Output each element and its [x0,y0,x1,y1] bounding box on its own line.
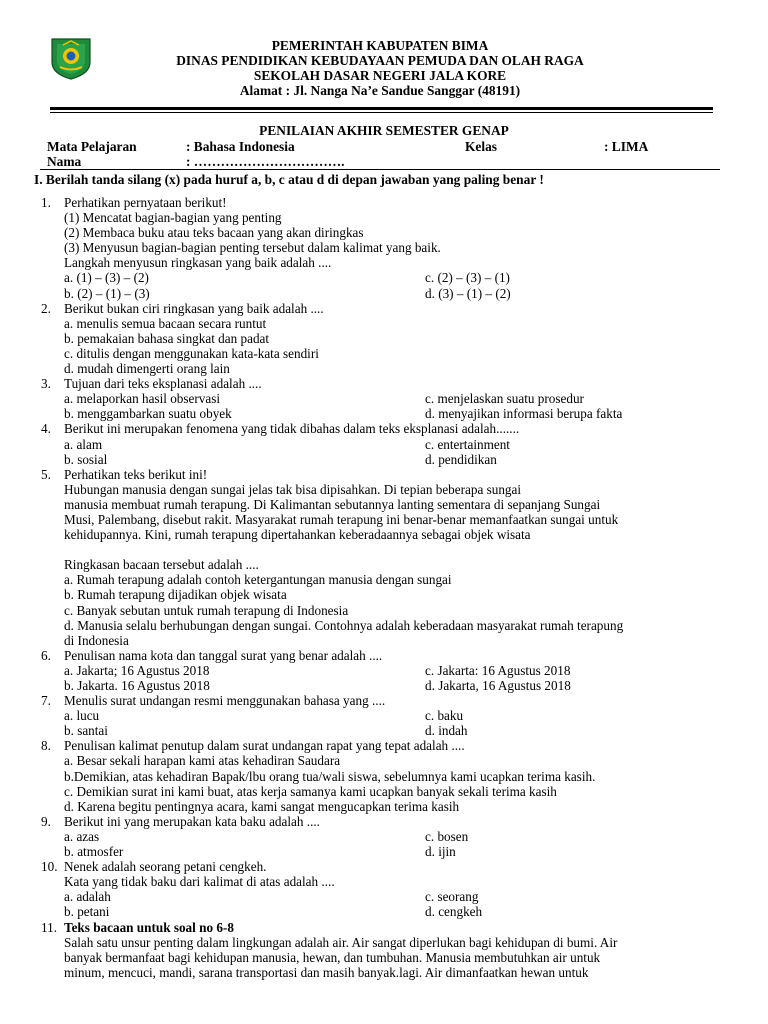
question-line [0,965,768,980]
question-text: (1) Mencatat bagian-bagian yang penting [64,210,282,226]
question-item [0,301,768,376]
question-text: c. ditulis dengan menggunakan kata-kata sendiri [64,345,319,361]
question-line [0,738,768,753]
subject-value: : Bahasa Indonesia [186,139,295,154]
question-line [0,950,768,965]
question-line [0,210,768,225]
question-line [0,678,768,693]
question-line [0,527,768,542]
question-line [0,859,768,874]
question-text: c. Demikian surat ini kami buat, atas kerja samanya kami ucapkan banyak sekali terima kasih [64,783,557,799]
question-line [0,482,768,497]
question-number: 8. [41,738,51,754]
question-line [0,844,768,859]
question-text: Tujuan dari teks eksplanasi adalah .... [64,376,262,392]
question-line [0,557,768,572]
question-line [0,920,768,935]
option-right: c. entertainment [425,436,510,452]
question-text: Ringkasan bacaan tersebut adalah .... [64,557,259,573]
question-text: b. petani [64,904,110,920]
question-line [0,889,768,904]
question-text: b. Rumah terapung dijadikan objek wisata [64,587,287,603]
question-item [0,195,768,301]
option-right: c. (2) – (3) – (1) [425,270,510,286]
question-text: b. Jakarta. 16 Agustus 2018 [64,678,210,693]
question-text: banyak bermanfaat bagi kehidupan manusia, hewan, dan tumbuhan. Manusia membutuhkan air untuk [64,949,601,965]
question-text: di Indonesia [64,632,129,648]
question-item [0,814,768,859]
question-text: Berikut ini merupakan fenomena yang tidak dibahas dalam teks eksplanasi adalah....... [64,421,520,437]
option-right: d. indah [425,723,468,739]
question-list [0,195,768,980]
question-number: 11. [41,919,57,935]
question-line [0,769,768,784]
question-line [0,316,768,331]
question-number: 7. [41,693,51,709]
question-text: b. (2) – (1) – (3) [64,285,150,301]
question-text: b. atmosfer [64,844,124,860]
question-text: a. Rumah terapung adalah contoh ketergantungan manusia dengan sungai [64,572,452,588]
letterhead-divider-thick [50,107,713,110]
letterhead-line-2: DINAS PENDIDIKAN KEBUDAYAAN PEMUDA DAN OLAH RAGA [176,53,584,68]
question-text: Kata yang tidak baku dari kalimat di atas adalah .... [64,874,335,890]
question-text: a. melaporkan hasil observasi [64,391,221,407]
subject-label: Mata Pelajaran [47,139,137,154]
question-line [0,753,768,768]
question-text: a. azas [64,828,100,844]
question-text: d. mudah dimengerti orang lain [64,361,230,377]
question-text: d. Karena begitu pentingnya acara, kami sangat mengucapkan terima kasih [64,798,460,814]
question-text: b. pemakaian bahasa singkat dan padat [64,330,270,346]
question-number: 3. [41,376,51,392]
question-number: 1. [41,195,51,210]
letterhead [100,38,660,98]
option-right: d. ijin [425,844,456,860]
question-text: Musi, Palembang, disebut rakit. Masyarakat rumah terapung ini benar-benar memanfaatkan sungai untuk [64,511,619,527]
question-line [0,603,768,618]
option-right: c. bosen [425,828,469,844]
option-right: d. (3) – (1) – (2) [425,285,511,301]
question-text: b. santai [64,723,108,739]
question-text: a. Jakarta; 16 Agustus 2018 [64,662,210,678]
question-line [0,452,768,467]
option-right: c. seorang [425,889,479,905]
question-line [0,648,768,663]
option-right: c. menjelaskan suatu prosedur [425,391,584,407]
question-text: Perhatikan teks berikut ini! [64,466,208,482]
question-line [0,663,768,678]
question-line [0,195,768,210]
question-line [0,346,768,361]
question-text: a. lucu [64,708,100,724]
letterhead-line-4: Alamat : Jl. Nanga Na’e Sandue Sanggar (48191) [239,83,521,98]
question-text: a. Besar sekali harapan kami atas kehadiran Saudara [64,753,341,769]
question-line [0,542,768,557]
question-text: Berikut ini yang merupakan kata baku adalah .... [64,813,320,829]
question-line [0,270,768,285]
question-text: b. sosial [64,451,108,467]
option-right: d. cengkeh [425,904,483,920]
question-line [0,255,768,270]
letterhead-line-3: SEKOLAH DASAR NEGERI JALA KORE [253,68,507,83]
question-text: Nenek adalah seorang petani cengkeh. [64,859,267,875]
instruction: I. Berilah tanda silang (x) pada huruf a, b, c atau d di depan jawaban yang paling benar ! [34,172,544,187]
name-value: : ……………………………. [186,154,345,169]
question-line [0,331,768,346]
question-text: (3) Menyusun bagian-bagian penting tersebut dalam kalimat yang baik. [64,240,441,256]
question-text: manusia membuat rumah terapung. Di Kalimantan sebutannya lanting sementara di sepanjang Sungai [64,496,601,512]
question-item [0,859,768,919]
question-text: a. menulis semua bacaan secara runtut [64,315,267,331]
question-item [0,467,768,648]
question-line [0,799,768,814]
question-line [0,391,768,406]
question-line [0,723,768,738]
question-text: Perhatikan pernyataan berikut! [64,195,227,210]
question-text: a. alam [64,436,103,452]
option-right: d. pendidikan [425,451,497,467]
question-item [0,376,768,421]
question-line [0,829,768,844]
question-text: Penulisan nama kota dan tanggal surat yang benar adalah .... [64,647,383,663]
name-label: Nama [47,154,82,169]
question-line [0,935,768,950]
class-label: Kelas [465,139,497,154]
question-item [0,693,768,738]
letterhead-divider-thin [50,112,713,113]
question-line [0,814,768,829]
question-item [0,648,768,693]
question-item [0,421,768,466]
question-number: 2. [41,300,51,316]
question-line [0,633,768,648]
question-text: Penulisan kalimat penutup dalam surat undangan rapat yang tepat adalah .... [64,738,465,754]
question-number: 6. [41,647,51,663]
question-text: Salah satu unsur penting dalam lingkungan adalah air. Air sangat diperlukan bagi kehidupan di bumi. Air [64,934,618,950]
question-line [0,572,768,587]
question-number: 4. [41,421,51,437]
question-text: kehidupannya. Kini, rumah terapung dipertahankan keberadaannya sebagai objek wisata [64,527,531,543]
question-line [0,240,768,255]
question-line [0,874,768,889]
question-line [0,437,768,452]
question-line [0,286,768,301]
question-text: (2) Membaca buku atau teks bacaan yang akan diringkas [64,225,364,241]
question-text: a. adalah [64,889,111,905]
question-text: Berikut bukan ciri ringkasan yang baik adalah .... [64,300,324,316]
question-text: Menulis surat undangan resmi menggunakan bahasa yang .... [64,693,386,709]
question-number: 9. [41,813,51,829]
question-line [0,301,768,316]
question-line [0,693,768,708]
question-line [0,587,768,602]
question-line [0,421,768,436]
question-text: Hubungan manusia dengan sungai jelas tak bisa dipisahkan. Di tepian beberapa sungai [64,481,522,497]
question-number: 5. [41,466,51,482]
option-right: c. Jakarta: 16 Agustus 2018 [425,662,571,678]
question-line [0,618,768,633]
question-line [0,497,768,512]
question-line [0,406,768,421]
exam-title: PENILAIAN AKHIR SEMESTER GENAP [259,123,509,138]
question-line [0,904,768,919]
question-text: b. menggambarkan suatu obyek [64,406,232,422]
question-line [0,784,768,799]
regency-crest-icon [48,36,94,80]
question-number: 10. [41,859,58,875]
identity-divider [40,169,720,170]
option-right: d. menyajikan informasi berupa fakta [425,406,623,422]
letterhead-line-1: PEMERINTAH KABUPATEN BIMA [271,38,489,53]
question-line [0,467,768,482]
question-text: Teks bacaan untuk soal no 6-8 [64,919,234,935]
question-text: d. Manusia selalu berhubungan dengan sungai. Contohnya adalah keberadaan masyarakat rumah terapung [64,617,624,633]
question-text: minum, mencuci, mandi, sarana transportasi dan masih banyak.lagi. Air dimanfaatkan hewan untuk [64,964,589,980]
question-text: a. (1) – (3) – (2) [64,270,149,286]
question-item [0,738,768,813]
question-text: c. Banyak sebutan untuk rumah terapung di Indonesia [64,602,349,618]
question-line [0,376,768,391]
option-right: d. Jakarta, 16 Agustus 2018 [425,678,571,693]
question-text: Langkah menyusun ringkasan yang baik adalah .... [64,255,332,271]
question-line [0,225,768,240]
question-line [0,708,768,723]
question-item [0,920,768,980]
class-value: : LIMA [604,139,649,154]
question-line [0,512,768,527]
option-right: c. baku [425,708,464,724]
question-text: b.Demikian, atas kehadiran Bapak/lbu orang tua/wali siswa, sebelumnya kami ucapkan terima kasih. [64,768,596,784]
question-line [0,361,768,376]
